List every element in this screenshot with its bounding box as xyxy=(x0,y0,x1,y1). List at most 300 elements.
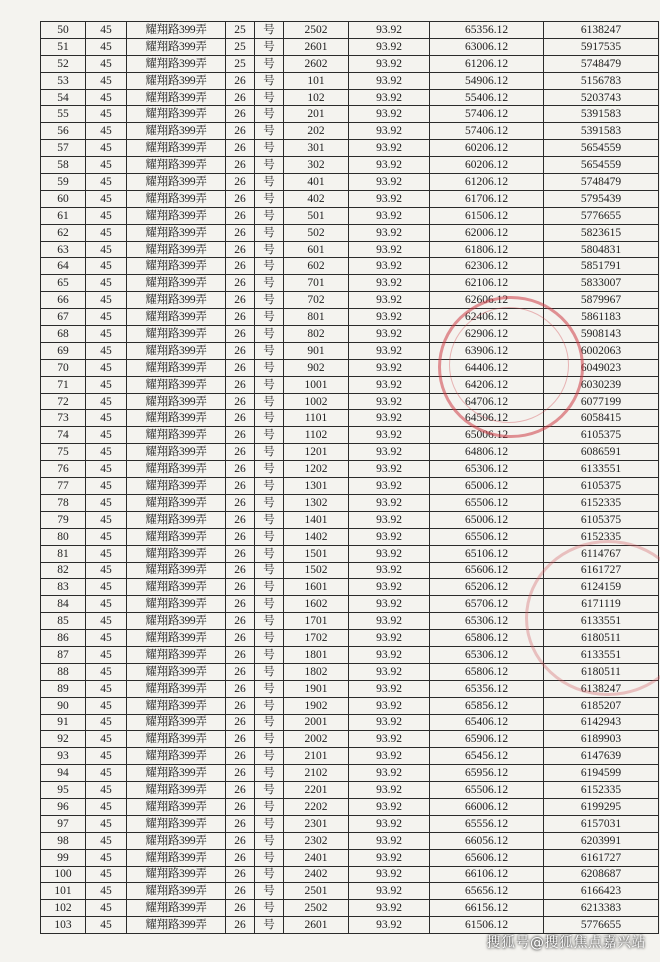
floor-area-cell: 93.92 xyxy=(349,579,430,596)
table-row xyxy=(41,883,659,900)
road-address-cell: 耀翔路399弄 xyxy=(127,528,226,545)
row-number-cell: 65 xyxy=(41,275,86,292)
building-number-cell: 45 xyxy=(86,511,127,528)
row-number-cell: 81 xyxy=(41,545,86,562)
unit-price-cell: 63906.12 xyxy=(430,342,544,359)
floor-area-cell: 93.92 xyxy=(349,663,430,680)
building-number-cell: 45 xyxy=(86,866,127,883)
road-address-cell: 耀翔路399弄 xyxy=(127,140,226,157)
total-price-cell: 6002063 xyxy=(544,342,659,359)
table-row xyxy=(41,478,659,495)
floor-area-cell: 93.92 xyxy=(349,478,430,495)
room-number-cell: 1801 xyxy=(284,646,349,663)
hao-label-cell: 号 xyxy=(255,782,284,799)
road-address-cell: 耀翔路399弄 xyxy=(127,292,226,309)
unit-price-cell: 57406.12 xyxy=(430,123,544,140)
road-address-cell: 耀翔路399弄 xyxy=(127,866,226,883)
house-number-cell: 26 xyxy=(226,275,255,292)
total-price-cell: 5823615 xyxy=(544,224,659,241)
floor-area-cell: 93.92 xyxy=(349,545,430,562)
row-number-cell: 67 xyxy=(41,309,86,326)
building-number-cell: 45 xyxy=(86,444,127,461)
room-number-cell: 2001 xyxy=(284,714,349,731)
room-number-cell: 1001 xyxy=(284,376,349,393)
room-number-cell: 902 xyxy=(284,359,349,376)
row-number-cell: 77 xyxy=(41,478,86,495)
table-row xyxy=(41,444,659,461)
unit-price-cell: 65856.12 xyxy=(430,697,544,714)
table-row xyxy=(41,55,659,72)
row-number-cell: 95 xyxy=(41,782,86,799)
room-number-cell: 401 xyxy=(284,174,349,191)
unit-price-cell: 61506.12 xyxy=(430,917,544,934)
table-row xyxy=(41,140,659,157)
road-address-cell: 耀翔路399弄 xyxy=(127,22,226,39)
table-row xyxy=(41,748,659,765)
total-price-cell: 6180511 xyxy=(544,663,659,680)
floor-area-cell: 93.92 xyxy=(349,883,430,900)
room-number-cell: 301 xyxy=(284,140,349,157)
house-number-cell: 26 xyxy=(226,89,255,106)
hao-label-cell: 号 xyxy=(255,393,284,410)
hao-label-cell: 号 xyxy=(255,326,284,343)
building-number-cell: 45 xyxy=(86,545,127,562)
hao-label-cell: 号 xyxy=(255,292,284,309)
row-number-cell: 97 xyxy=(41,815,86,832)
floor-area-cell: 93.92 xyxy=(349,89,430,106)
total-price-cell: 6152335 xyxy=(544,494,659,511)
hao-label-cell: 号 xyxy=(255,849,284,866)
total-price-cell: 6049023 xyxy=(544,359,659,376)
road-address-cell: 耀翔路399弄 xyxy=(127,748,226,765)
unit-price-cell: 65006.12 xyxy=(430,511,544,528)
unit-price-cell: 65356.12 xyxy=(430,22,544,39)
row-number-cell: 85 xyxy=(41,613,86,630)
floor-area-cell: 93.92 xyxy=(349,140,430,157)
road-address-cell: 耀翔路399弄 xyxy=(127,714,226,731)
unit-price-cell: 65356.12 xyxy=(430,680,544,697)
row-number-cell: 92 xyxy=(41,731,86,748)
floor-area-cell: 93.92 xyxy=(349,393,430,410)
building-number-cell: 45 xyxy=(86,157,127,174)
hao-label-cell: 号 xyxy=(255,613,284,630)
row-number-cell: 74 xyxy=(41,427,86,444)
floor-area-cell: 93.92 xyxy=(349,174,430,191)
row-number-cell: 69 xyxy=(41,342,86,359)
row-number-cell: 54 xyxy=(41,89,86,106)
unit-price-cell: 62406.12 xyxy=(430,309,544,326)
hao-label-cell: 号 xyxy=(255,22,284,39)
building-number-cell: 45 xyxy=(86,765,127,782)
building-number-cell: 45 xyxy=(86,849,127,866)
road-address-cell: 耀翔路399弄 xyxy=(127,798,226,815)
unit-price-cell: 65306.12 xyxy=(430,646,544,663)
total-price-cell: 6147639 xyxy=(544,748,659,765)
house-number-cell: 26 xyxy=(226,309,255,326)
room-number-cell: 2601 xyxy=(284,917,349,934)
hao-label-cell: 号 xyxy=(255,697,284,714)
room-number-cell: 102 xyxy=(284,89,349,106)
unit-price-cell: 66156.12 xyxy=(430,900,544,917)
unit-price-cell: 66106.12 xyxy=(430,866,544,883)
room-number-cell: 801 xyxy=(284,309,349,326)
building-number-cell: 45 xyxy=(86,748,127,765)
room-number-cell: 502 xyxy=(284,224,349,241)
building-number-cell: 45 xyxy=(86,494,127,511)
road-address-cell: 耀翔路399弄 xyxy=(127,190,226,207)
hao-label-cell: 号 xyxy=(255,765,284,782)
total-price-cell: 6133551 xyxy=(544,613,659,630)
total-price-cell: 6208687 xyxy=(544,866,659,883)
total-price-cell: 6152335 xyxy=(544,782,659,799)
building-number-cell: 45 xyxy=(86,832,127,849)
table-row xyxy=(41,157,659,174)
row-number-cell: 82 xyxy=(41,562,86,579)
hao-label-cell: 号 xyxy=(255,410,284,427)
unit-price-cell: 65956.12 xyxy=(430,765,544,782)
room-number-cell: 202 xyxy=(284,123,349,140)
total-price-cell: 5156783 xyxy=(544,72,659,89)
room-number-cell: 2601 xyxy=(284,38,349,55)
floor-area-cell: 93.92 xyxy=(349,731,430,748)
unit-price-cell: 61506.12 xyxy=(430,207,544,224)
hao-label-cell: 号 xyxy=(255,663,284,680)
row-number-cell: 51 xyxy=(41,38,86,55)
total-price-cell: 6138247 xyxy=(544,680,659,697)
table-row xyxy=(41,258,659,275)
floor-area-cell: 93.92 xyxy=(349,207,430,224)
hao-label-cell: 号 xyxy=(255,511,284,528)
house-number-cell: 26 xyxy=(226,106,255,123)
hao-label-cell: 号 xyxy=(255,528,284,545)
table-row xyxy=(41,359,659,376)
unit-price-cell: 66006.12 xyxy=(430,798,544,815)
unit-price-cell: 65306.12 xyxy=(430,461,544,478)
floor-area-cell: 93.92 xyxy=(349,292,430,309)
room-number-cell: 1401 xyxy=(284,511,349,528)
unit-price-cell: 65306.12 xyxy=(430,613,544,630)
room-number-cell: 1502 xyxy=(284,562,349,579)
total-price-cell: 6105375 xyxy=(544,511,659,528)
total-price-cell: 5804831 xyxy=(544,241,659,258)
table-row xyxy=(41,89,659,106)
table-row xyxy=(41,630,659,647)
total-price-cell: 6152335 xyxy=(544,528,659,545)
floor-area-cell: 93.92 xyxy=(349,410,430,427)
table-row xyxy=(41,241,659,258)
row-number-cell: 102 xyxy=(41,900,86,917)
total-price-cell: 6161727 xyxy=(544,849,659,866)
hao-label-cell: 号 xyxy=(255,140,284,157)
house-number-cell: 26 xyxy=(226,207,255,224)
unit-price-cell: 60206.12 xyxy=(430,140,544,157)
table-row xyxy=(41,326,659,343)
road-address-cell: 耀翔路399弄 xyxy=(127,545,226,562)
row-number-cell: 94 xyxy=(41,765,86,782)
unit-price-cell: 65506.12 xyxy=(430,528,544,545)
hao-label-cell: 号 xyxy=(255,55,284,72)
total-price-cell: 6124159 xyxy=(544,579,659,596)
total-price-cell: 5776655 xyxy=(544,917,659,934)
road-address-cell: 耀翔路399弄 xyxy=(127,224,226,241)
hao-label-cell: 号 xyxy=(255,444,284,461)
unit-price-cell: 61806.12 xyxy=(430,241,544,258)
road-address-cell: 耀翔路399弄 xyxy=(127,89,226,106)
total-price-cell: 6105375 xyxy=(544,427,659,444)
house-number-cell: 25 xyxy=(226,55,255,72)
hao-label-cell: 号 xyxy=(255,359,284,376)
total-price-cell: 6086591 xyxy=(544,444,659,461)
floor-area-cell: 93.92 xyxy=(349,815,430,832)
road-address-cell: 耀翔路399弄 xyxy=(127,275,226,292)
road-address-cell: 耀翔路399弄 xyxy=(127,630,226,647)
total-price-cell: 6133551 xyxy=(544,646,659,663)
row-number-cell: 60 xyxy=(41,190,86,207)
total-price-cell: 6142943 xyxy=(544,714,659,731)
building-number-cell: 45 xyxy=(86,174,127,191)
table-row xyxy=(41,663,659,680)
floor-area-cell: 93.92 xyxy=(349,782,430,799)
floor-area-cell: 93.92 xyxy=(349,444,430,461)
row-number-cell: 61 xyxy=(41,207,86,224)
total-price-cell: 5391583 xyxy=(544,123,659,140)
floor-area-cell: 93.92 xyxy=(349,613,430,630)
total-price-cell: 6077199 xyxy=(544,393,659,410)
room-number-cell: 302 xyxy=(284,157,349,174)
room-number-cell: 1301 xyxy=(284,478,349,495)
building-number-cell: 45 xyxy=(86,900,127,917)
total-price-cell: 6114767 xyxy=(544,545,659,562)
room-number-cell: 2101 xyxy=(284,748,349,765)
house-number-cell: 26 xyxy=(226,849,255,866)
road-address-cell: 耀翔路399弄 xyxy=(127,359,226,376)
hao-label-cell: 号 xyxy=(255,917,284,934)
floor-area-cell: 93.92 xyxy=(349,38,430,55)
table-row xyxy=(41,815,659,832)
room-number-cell: 602 xyxy=(284,258,349,275)
house-number-cell: 26 xyxy=(226,444,255,461)
table-row xyxy=(41,613,659,630)
room-number-cell: 2202 xyxy=(284,798,349,815)
table-row xyxy=(41,680,659,697)
table-row xyxy=(41,309,659,326)
house-number-cell: 26 xyxy=(226,511,255,528)
room-number-cell: 1102 xyxy=(284,427,349,444)
floor-area-cell: 93.92 xyxy=(349,680,430,697)
hao-label-cell: 号 xyxy=(255,38,284,55)
road-address-cell: 耀翔路399弄 xyxy=(127,646,226,663)
row-number-cell: 103 xyxy=(41,917,86,934)
house-number-cell: 26 xyxy=(226,258,255,275)
table-row xyxy=(41,427,659,444)
house-number-cell: 26 xyxy=(226,545,255,562)
table-row xyxy=(41,528,659,545)
room-number-cell: 1802 xyxy=(284,663,349,680)
house-number-cell: 26 xyxy=(226,815,255,832)
road-address-cell: 耀翔路399弄 xyxy=(127,326,226,343)
building-number-cell: 45 xyxy=(86,562,127,579)
floor-area-cell: 93.92 xyxy=(349,461,430,478)
table-row xyxy=(41,461,659,478)
building-number-cell: 45 xyxy=(86,342,127,359)
table-row xyxy=(41,275,659,292)
row-number-cell: 99 xyxy=(41,849,86,866)
total-price-cell: 5795439 xyxy=(544,190,659,207)
hao-label-cell: 号 xyxy=(255,342,284,359)
floor-area-cell: 93.92 xyxy=(349,326,430,343)
total-price-cell: 5776655 xyxy=(544,207,659,224)
unit-price-cell: 65406.12 xyxy=(430,714,544,731)
floor-area-cell: 93.92 xyxy=(349,511,430,528)
total-price-cell: 6203991 xyxy=(544,832,659,849)
building-number-cell: 45 xyxy=(86,55,127,72)
floor-area-cell: 93.92 xyxy=(349,917,430,934)
building-number-cell: 45 xyxy=(86,393,127,410)
table-row xyxy=(41,646,659,663)
floor-area-cell: 93.92 xyxy=(349,866,430,883)
building-number-cell: 45 xyxy=(86,461,127,478)
building-number-cell: 45 xyxy=(86,613,127,630)
unit-price-cell: 66056.12 xyxy=(430,832,544,849)
row-number-cell: 58 xyxy=(41,157,86,174)
road-address-cell: 耀翔路399弄 xyxy=(127,38,226,55)
unit-price-cell: 65556.12 xyxy=(430,815,544,832)
road-address-cell: 耀翔路399弄 xyxy=(127,849,226,866)
building-number-cell: 45 xyxy=(86,883,127,900)
house-number-cell: 26 xyxy=(226,376,255,393)
house-number-cell: 26 xyxy=(226,680,255,697)
hao-label-cell: 号 xyxy=(255,157,284,174)
total-price-cell: 5833007 xyxy=(544,275,659,292)
hao-label-cell: 号 xyxy=(255,798,284,815)
unit-price-cell: 65606.12 xyxy=(430,562,544,579)
road-address-cell: 耀翔路399弄 xyxy=(127,883,226,900)
room-number-cell: 2501 xyxy=(284,883,349,900)
road-address-cell: 耀翔路399弄 xyxy=(127,123,226,140)
row-number-cell: 57 xyxy=(41,140,86,157)
house-number-cell: 26 xyxy=(226,224,255,241)
room-number-cell: 2402 xyxy=(284,866,349,883)
room-number-cell: 1202 xyxy=(284,461,349,478)
room-number-cell: 1501 xyxy=(284,545,349,562)
road-address-cell: 耀翔路399弄 xyxy=(127,511,226,528)
room-number-cell: 2602 xyxy=(284,55,349,72)
hao-label-cell: 号 xyxy=(255,630,284,647)
row-number-cell: 56 xyxy=(41,123,86,140)
room-number-cell: 1702 xyxy=(284,630,349,647)
building-number-cell: 45 xyxy=(86,89,127,106)
floor-area-cell: 93.92 xyxy=(349,123,430,140)
building-number-cell: 45 xyxy=(86,917,127,934)
unit-price-cell: 64806.12 xyxy=(430,444,544,461)
table-row xyxy=(41,376,659,393)
table-row xyxy=(41,849,659,866)
house-number-cell: 26 xyxy=(226,478,255,495)
house-number-cell: 26 xyxy=(226,883,255,900)
unit-price-cell: 55406.12 xyxy=(430,89,544,106)
table-row xyxy=(41,697,659,714)
building-number-cell: 45 xyxy=(86,427,127,444)
room-number-cell: 2201 xyxy=(284,782,349,799)
house-number-cell: 26 xyxy=(226,461,255,478)
room-number-cell: 2102 xyxy=(284,765,349,782)
row-number-cell: 63 xyxy=(41,241,86,258)
row-number-cell: 87 xyxy=(41,646,86,663)
house-number-cell: 26 xyxy=(226,241,255,258)
house-number-cell: 26 xyxy=(226,630,255,647)
row-number-cell: 83 xyxy=(41,579,86,596)
room-number-cell: 2502 xyxy=(284,900,349,917)
floor-area-cell: 93.92 xyxy=(349,494,430,511)
table-row xyxy=(41,511,659,528)
room-number-cell: 1602 xyxy=(284,596,349,613)
row-number-cell: 80 xyxy=(41,528,86,545)
table-row xyxy=(41,393,659,410)
road-address-cell: 耀翔路399弄 xyxy=(127,731,226,748)
house-number-cell: 26 xyxy=(226,123,255,140)
row-number-cell: 101 xyxy=(41,883,86,900)
floor-area-cell: 93.92 xyxy=(349,275,430,292)
house-number-cell: 26 xyxy=(226,917,255,934)
hao-label-cell: 号 xyxy=(255,427,284,444)
floor-area-cell: 93.92 xyxy=(349,106,430,123)
floor-area-cell: 93.92 xyxy=(349,596,430,613)
row-number-cell: 78 xyxy=(41,494,86,511)
floor-area-cell: 93.92 xyxy=(349,55,430,72)
road-address-cell: 耀翔路399弄 xyxy=(127,309,226,326)
unit-price-cell: 61706.12 xyxy=(430,190,544,207)
total-price-cell: 5851791 xyxy=(544,258,659,275)
table-row xyxy=(41,596,659,613)
total-price-cell: 5908143 xyxy=(544,326,659,343)
road-address-cell: 耀翔路399弄 xyxy=(127,765,226,782)
hao-label-cell: 号 xyxy=(255,309,284,326)
floor-area-cell: 93.92 xyxy=(349,765,430,782)
unit-price-cell: 65806.12 xyxy=(430,663,544,680)
floor-area-cell: 93.92 xyxy=(349,241,430,258)
hao-label-cell: 号 xyxy=(255,89,284,106)
unit-price-cell: 64706.12 xyxy=(430,393,544,410)
building-number-cell: 45 xyxy=(86,190,127,207)
floor-area-cell: 93.92 xyxy=(349,849,430,866)
road-address-cell: 耀翔路399弄 xyxy=(127,579,226,596)
house-number-cell: 26 xyxy=(226,72,255,89)
building-number-cell: 45 xyxy=(86,410,127,427)
road-address-cell: 耀翔路399弄 xyxy=(127,562,226,579)
hao-label-cell: 号 xyxy=(255,579,284,596)
floor-area-cell: 93.92 xyxy=(349,359,430,376)
road-address-cell: 耀翔路399弄 xyxy=(127,596,226,613)
row-number-cell: 96 xyxy=(41,798,86,815)
room-number-cell: 802 xyxy=(284,326,349,343)
total-price-cell: 5879967 xyxy=(544,292,659,309)
road-address-cell: 耀翔路399弄 xyxy=(127,663,226,680)
road-address-cell: 耀翔路399弄 xyxy=(127,342,226,359)
road-address-cell: 耀翔路399弄 xyxy=(127,494,226,511)
floor-area-cell: 93.92 xyxy=(349,258,430,275)
unit-price-cell: 64506.12 xyxy=(430,410,544,427)
row-number-cell: 62 xyxy=(41,224,86,241)
total-price-cell: 6133551 xyxy=(544,461,659,478)
table-row xyxy=(41,106,659,123)
table-row xyxy=(41,174,659,191)
building-number-cell: 45 xyxy=(86,140,127,157)
room-number-cell: 1402 xyxy=(284,528,349,545)
room-number-cell: 2502 xyxy=(284,22,349,39)
unit-price-cell: 57406.12 xyxy=(430,106,544,123)
building-number-cell: 45 xyxy=(86,22,127,39)
table-row xyxy=(41,342,659,359)
